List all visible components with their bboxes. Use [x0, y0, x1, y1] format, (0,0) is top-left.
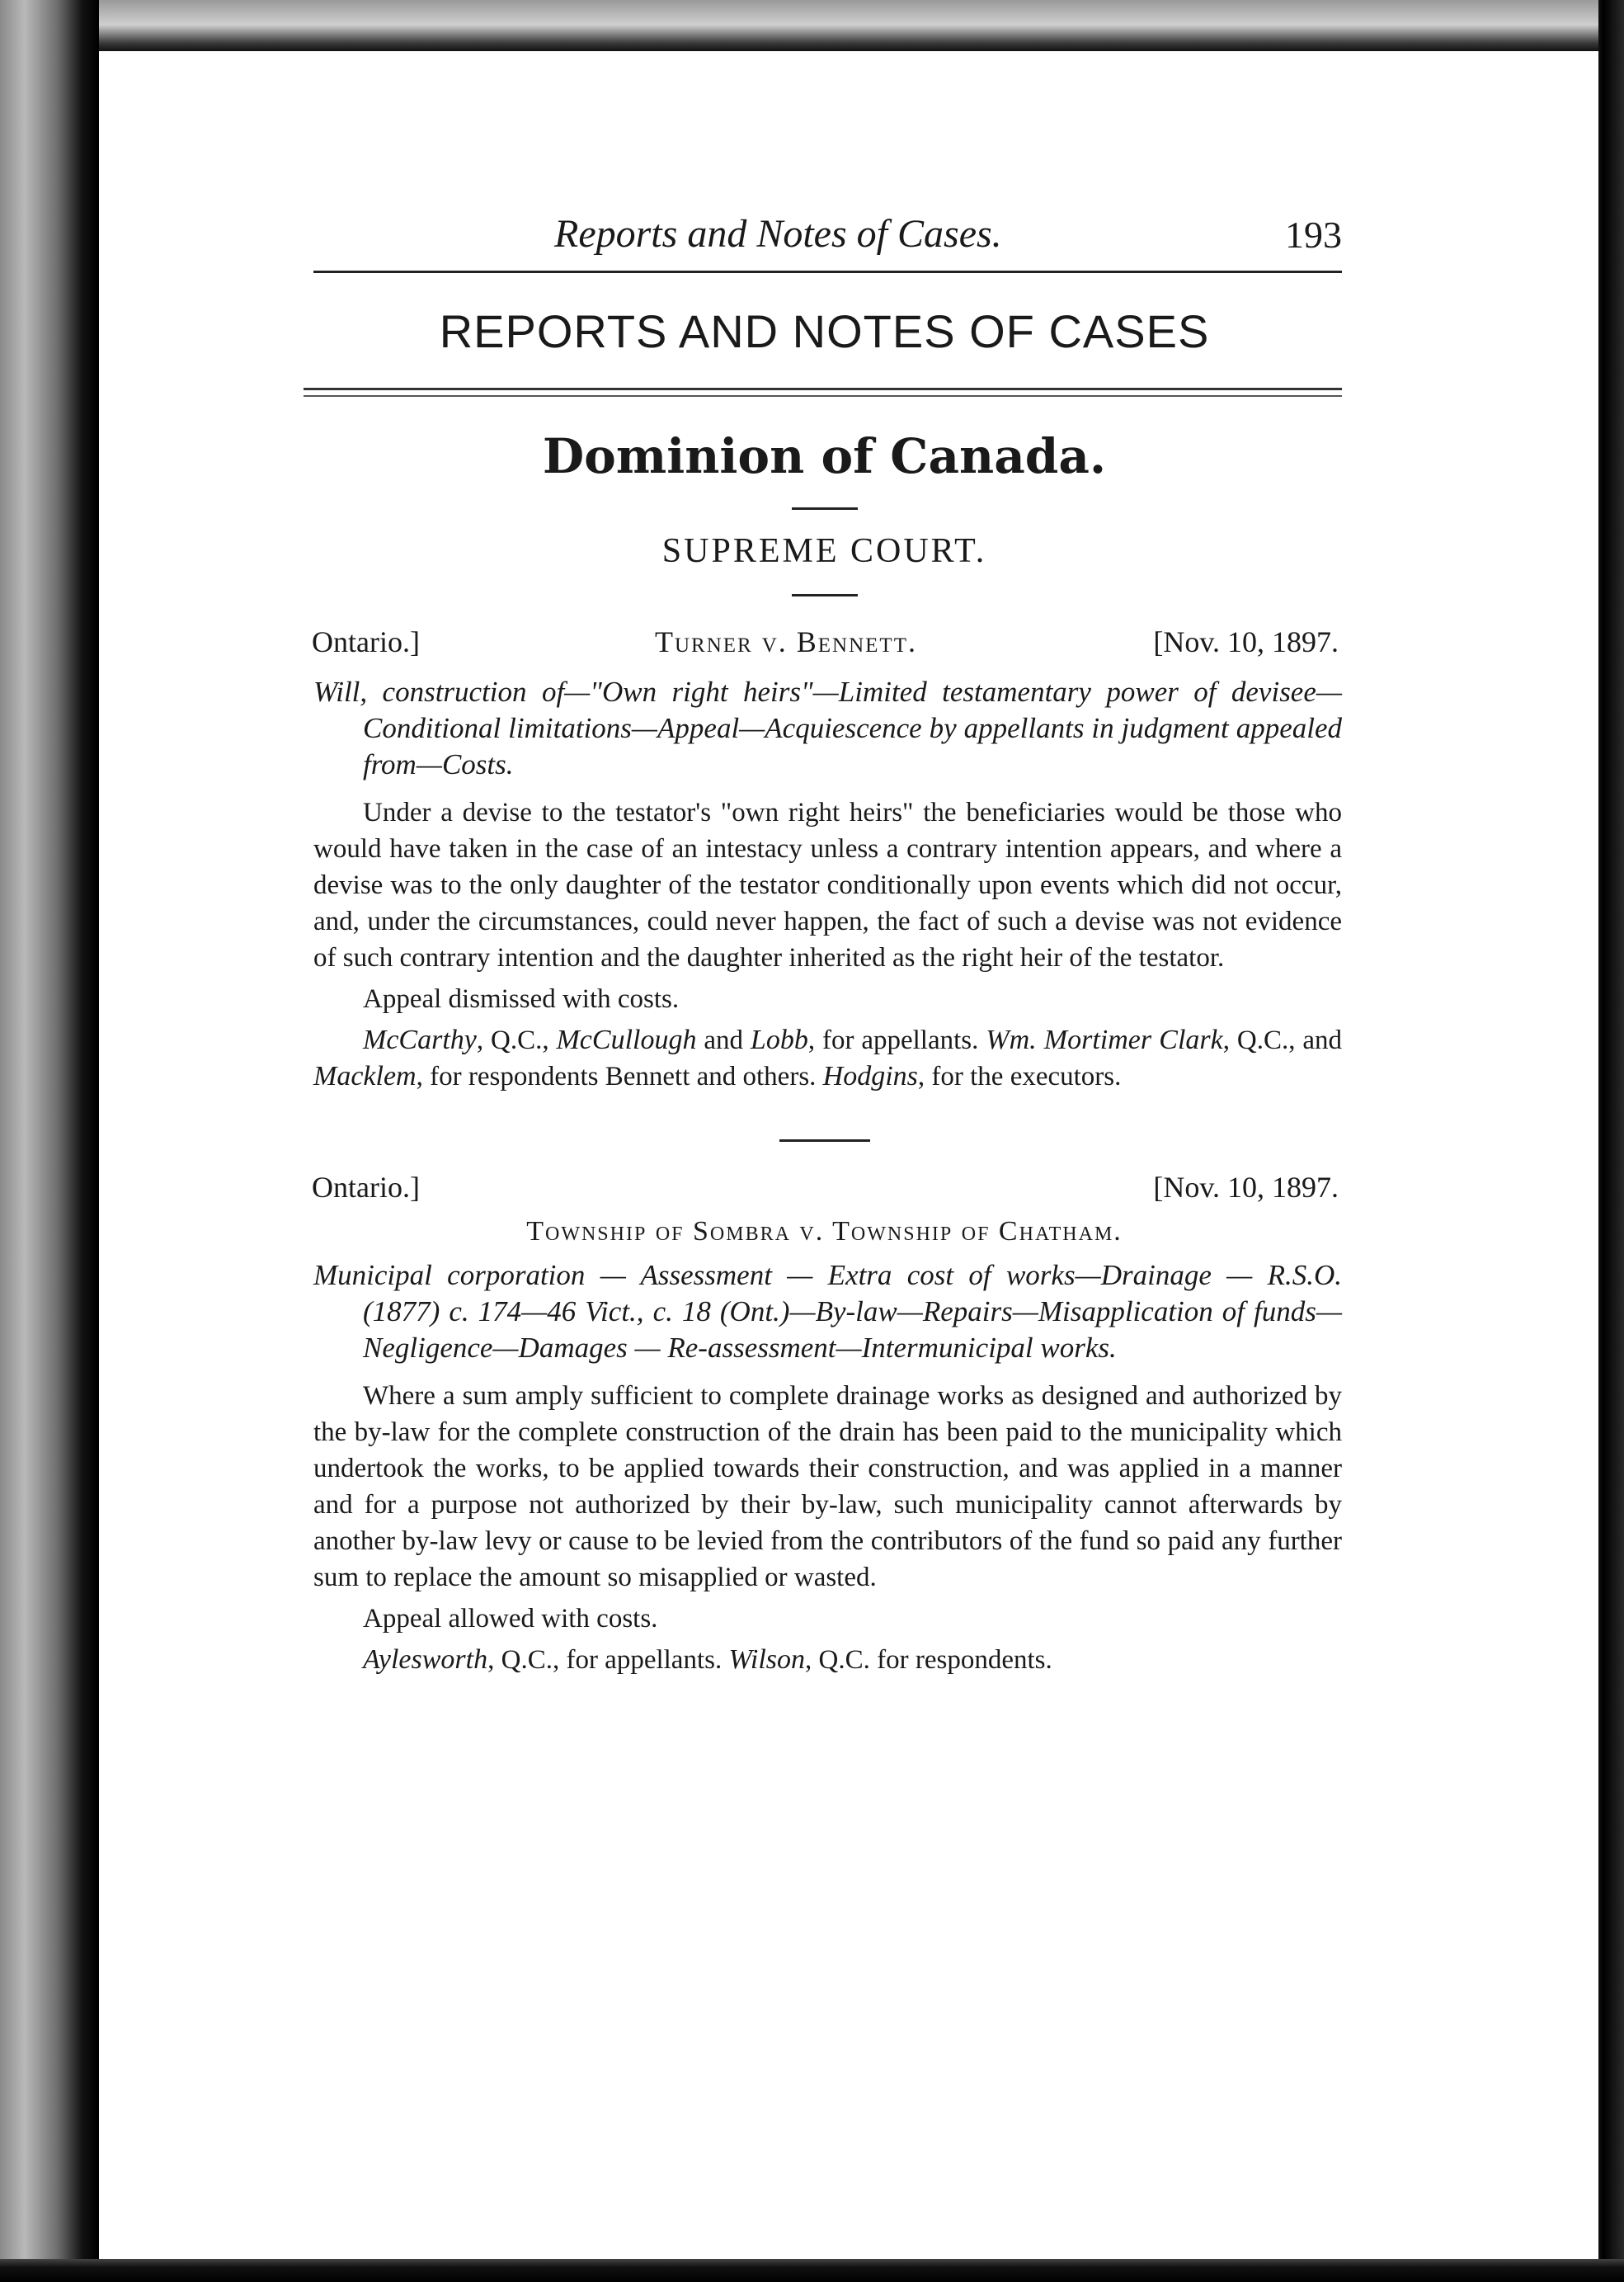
case-counsel: [313, 1022, 1342, 1095]
scan-edge-bottom: [0, 2259, 1624, 2282]
case-body: Where a sum amply sufficient to complete drainage works as designed and authorized by the by-law for the complete construction of the drain has been paid to the municipality which undertook the works, to be applied towards their construction, and was applied in a manner and for a purpose not authorized by their by-law, such municipality cannot afterwards by another by-law levy or cause to be levied from the contributors of the fund so paid any further sum to replace the amount so misapplied or wasted.: [313, 1381, 1342, 1592]
case-date: [Nov. 10, 1897.: [1153, 1171, 1339, 1204]
counsel-name: Macklem: [313, 1061, 417, 1091]
section-title: REPORTS AND NOTES OF CASES: [439, 305, 1210, 357]
section-double-rule: [304, 388, 1342, 397]
counsel-name: Wm. Mortimer Clark: [986, 1025, 1223, 1055]
case-disposition: Appeal dismissed with costs.: [363, 984, 680, 1014]
counsel-text: , for the executors.: [917, 1062, 1122, 1091]
page-number: 193: [1285, 214, 1342, 256]
counsel-name: Aylesworth: [363, 1644, 488, 1675]
scan-edge-right: [1598, 0, 1624, 2282]
case-entry: [307, 1170, 1342, 1678]
case-header: [307, 1170, 1342, 1211]
counsel-text: , Q.C. for respondents.: [805, 1645, 1052, 1675]
case-province: Ontario.]: [312, 625, 420, 658]
page-content: [307, 198, 1342, 1678]
case-header: [307, 625, 1342, 674]
counsel-name: Wilson: [728, 1644, 806, 1675]
counsel-name: Hodgins: [822, 1061, 918, 1091]
case-body: Under a devise to the testator's "own right heirs" the beneficiaries would be those who would have taken in the case of an intestacy unless a contrary intention appears, and where a devise was to the only daughter of the testator conditionally upon events which did not occur, and, under the circumstances, could never happen, the fact of such a devise was not evidence of such contrary intention and the daughter inherited as the right heir of the testator.: [313, 798, 1342, 973]
jurisdiction-heading: Dominion of Canada.: [542, 428, 1107, 484]
counsel-name: McCullough: [556, 1025, 697, 1055]
short-rule: [792, 507, 858, 510]
case-entry: [307, 625, 1342, 1095]
counsel-name: McCarthy: [363, 1025, 477, 1055]
scan-edge-top: [0, 0, 1624, 51]
running-head-title: Reports and Notes of Cases.: [554, 212, 1002, 256]
short-rule: [792, 594, 858, 596]
counsel-text: , for respondents Bennett and others.: [416, 1062, 823, 1091]
case-headnote: Will, construction of—"Own right heirs"—Limited testamentary power of devisee—Conditional limitations—Appeal—Acquiescence by appellants in judgment appealed from—Costs.: [313, 676, 1342, 780]
case-separator-rule: [779, 1139, 870, 1142]
case-parties: Turner v. Bennett.: [655, 625, 917, 658]
running-head: [307, 198, 1342, 271]
counsel-text: , Q.C., and: [1222, 1025, 1342, 1055]
case-disposition: Appeal allowed with costs.: [363, 1604, 658, 1634]
counsel-text: , Q.C.,: [476, 1025, 557, 1055]
case-province: Ontario.]: [312, 1171, 420, 1204]
case-date: [Nov. 10, 1897.: [1153, 625, 1339, 658]
court-heading: SUPREME COURT.: [661, 532, 987, 570]
case-parties: Township of Sombra v. Township of Chatham.: [526, 1216, 1123, 1247]
counsel-text: and: [696, 1025, 751, 1055]
scan-edge-left: [0, 0, 99, 2282]
counsel-text: , Q.C., for appellants.: [487, 1645, 729, 1675]
header-rule: [313, 271, 1342, 273]
counsel-text: , for appellants.: [807, 1025, 986, 1055]
case-counsel: [313, 1642, 1342, 1678]
case-headnote: Municipal corporation — Assessment — Extra cost of works—Drainage — R.S.O. (1877) c. 174—46 Vict., c. 18 (Ont.)—By-law—Repairs—Misapplication of funds—Negligence—Damages — Re-assessment—Intermunicipal works.: [313, 1259, 1342, 1364]
counsel-name: Lobb: [750, 1025, 808, 1055]
